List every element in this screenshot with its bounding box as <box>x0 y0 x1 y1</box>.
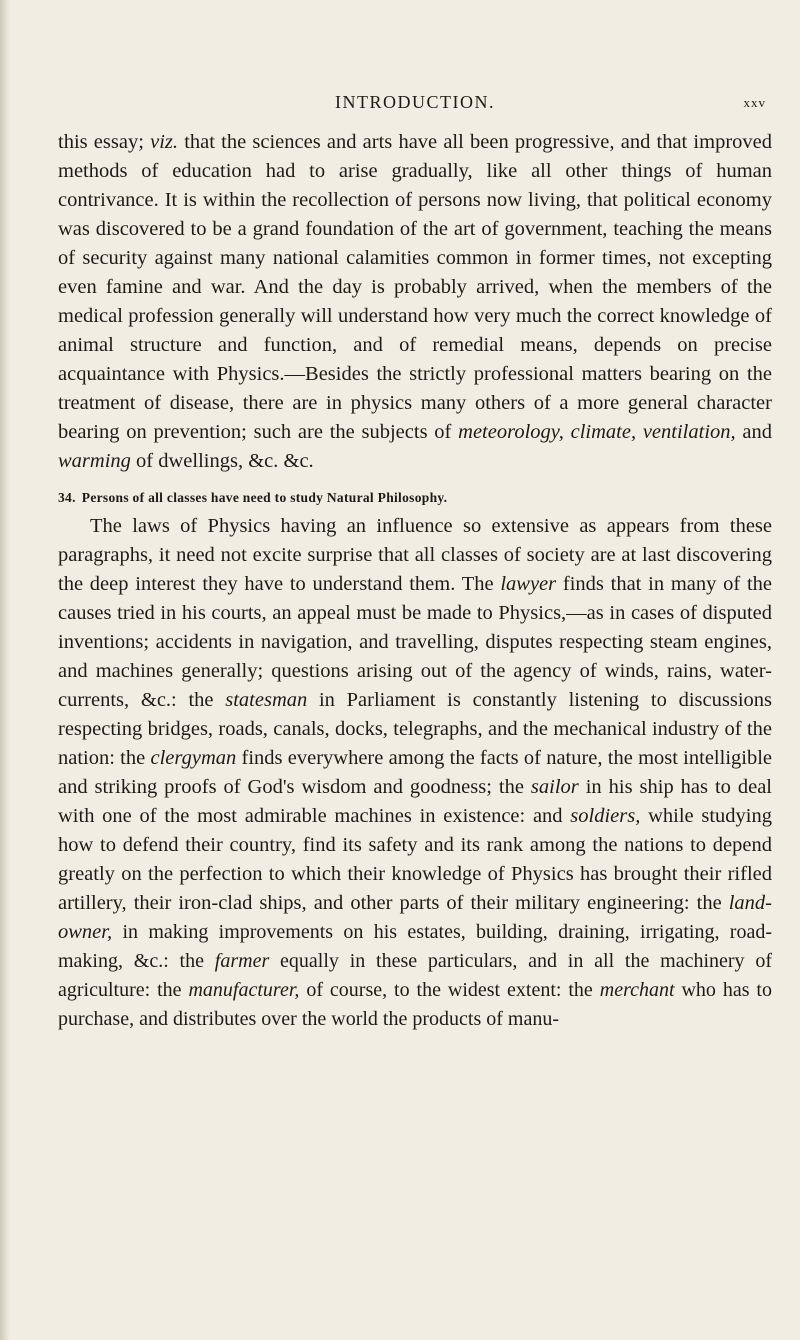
section-heading <box>58 490 772 506</box>
paragraph-2-text: in his ship has to deal with one of the most admirable machines in existence: and <box>58 776 772 827</box>
emphasis-viz: viz. <box>150 131 179 153</box>
emphasis-warming: warming <box>58 450 131 472</box>
emphasis-clergyman: clergyman <box>150 747 237 769</box>
section-number: 34. <box>58 490 76 505</box>
paragraph-2-text: finds everywhere among the facts of nature, the most intelligible and striking proofs of God's wisdom and goodness; the <box>58 747 773 798</box>
body-text <box>58 128 772 1034</box>
running-title: INTRODUCTION. <box>335 92 495 112</box>
paragraph-1-text: this essay; <box>58 131 151 153</box>
emphasis-lawyer: lawyer <box>500 573 557 595</box>
paragraph-1-text: and <box>735 421 772 443</box>
emphasis-topics: meteorology, climate, ventilation, <box>458 421 736 443</box>
emphasis-soldiers: soldiers, <box>570 805 641 827</box>
paragraph-2-text: while studying how to defend their country, find its safety and its rank among the nations to depend greatly on the perfection to which their knowledge of Physics has brought their rifled artillery, their iron-clad ships, and other parts of their military engineering: the <box>58 805 772 914</box>
paragraph-2-text: of course, to the widest extent: the <box>299 979 600 1001</box>
page-edge <box>0 0 10 1340</box>
paragraph-2-text: equally in these particulars, and in all the machinery of agriculture: the <box>58 950 773 1001</box>
paragraph-1-text: that the sciences and arts have all been progressive, and that improved methods of education had to arise gradually, like all other things of human contrivance. It is within the recollection of persons now living, that political economy was discovered to be a grand foundation of the art of government, teaching the means of security against many national calamities common in former times, not excepting even famine and war. And the day is probably arrived, when the members of the medical profession generally will understand how very much the correct knowledge of animal structure and function, and of remedial means, depends on precise acquaintance with Physics.—Besides the strictly professional matters bearing on the treatment of disease, there are in physics many others of a more general character bearing on prevention; such are the subjects of <box>58 131 773 443</box>
paragraph-1-text: of dwellings, &c. &c. <box>130 450 314 472</box>
emphasis-sailor: sailor <box>530 776 579 798</box>
paragraph-2 <box>58 512 772 1034</box>
paragraph-1 <box>58 128 772 476</box>
paragraph-2-text: who has to purchase, and distributes over the world the products of manu- <box>58 979 772 1030</box>
paragraph-2-text: in making improvements on his estates, building, draining, irrigating, road-making, &c.: the <box>58 921 772 972</box>
emphasis-statesman: statesman <box>225 689 308 711</box>
paragraph-2-text: finds that in many of the causes tried in his courts, an appeal must be made to Physics,—as in cases of disputed inventions; accidents in navigation, and travelling, disputes respecting steam engines, and machines generally; questions arising out of the agency of winds, rains, water-currents, &c.: the <box>58 573 772 711</box>
running-header <box>58 92 772 120</box>
emphasis-farmer: farmer <box>214 950 270 972</box>
page-number: xxv <box>743 95 766 110</box>
emphasis-land-owner: land-owner, <box>58 892 772 943</box>
emphasis-manufacturer: manufacturer, <box>188 979 300 1001</box>
paragraph-2-text: The laws of Physics having an influence so extensive as appears from these paragraphs, it need not excite surprise that all classes of society are at last discovering the deep interest they have to understand them. The <box>58 515 772 595</box>
paragraph-2-text: in Parliament is constantly listening to discussions respecting bridges, roads, canals, docks, telegraphs, and the mechanical industry of the nation: the <box>58 689 772 769</box>
emphasis-merchant: merchant <box>599 979 675 1001</box>
section-title: Persons of all classes have need to study Natural Philosophy. <box>81 490 448 505</box>
